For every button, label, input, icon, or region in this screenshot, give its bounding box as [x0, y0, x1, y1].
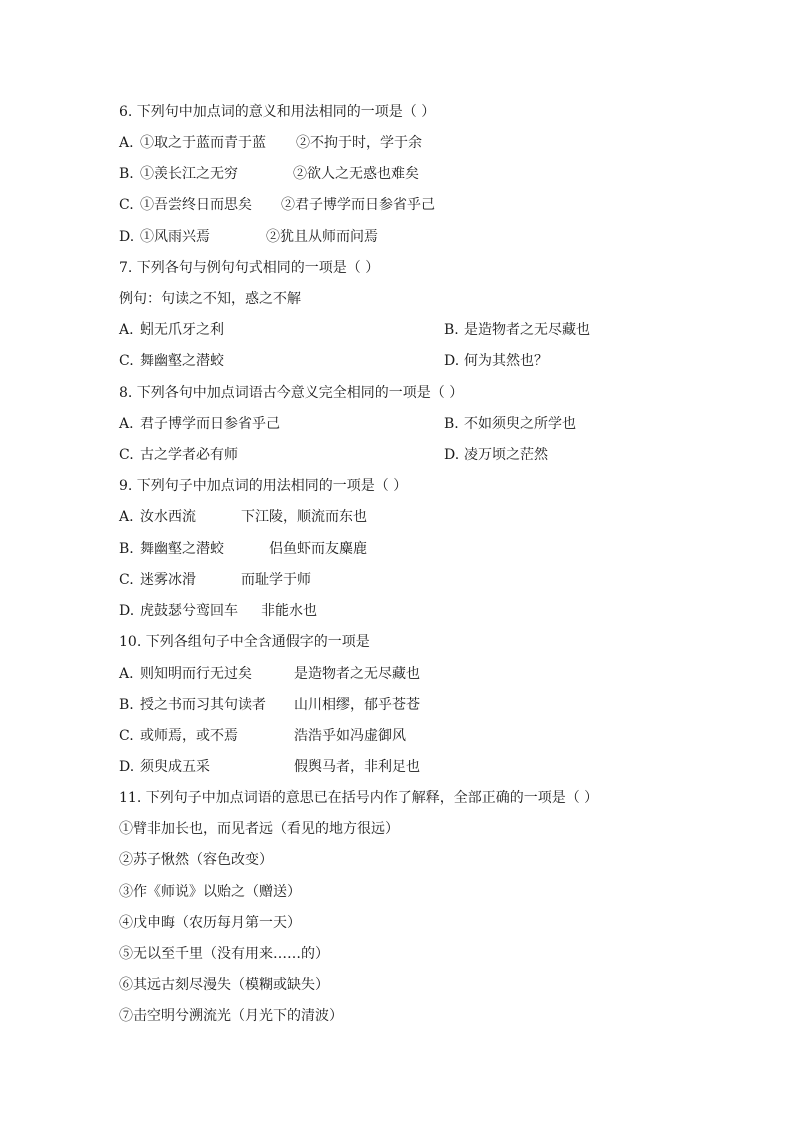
option-label: A. [119, 135, 134, 151]
option-text: 是造物者之无尽藏也 [464, 322, 590, 338]
q7-stem: 7. 下列各句与例句句式相同的一项是（ ） [119, 260, 380, 276]
option-text-left: 须臾成五采 [140, 759, 210, 775]
option-label: C. [119, 197, 134, 213]
option-text: 凌万顷之茫然 [464, 447, 548, 463]
option-text-right: 山川相缪，郁乎苍苍 [294, 697, 420, 713]
option-text: 君子博学而日参省乎己 [140, 416, 280, 432]
q11-item: ⑤无以至千里（没有用来……的） [119, 946, 329, 962]
option-label: B. [444, 416, 459, 432]
option-text-right: ②君子博学而日参省乎己 [281, 197, 435, 213]
option-text-left: 则知明而行无过矣 [140, 666, 252, 682]
option-label: A. [119, 416, 134, 432]
option-label: B. [119, 541, 134, 557]
option-text: 蚓无爪牙之利 [140, 322, 224, 338]
option-text: 舞幽壑之潜蛟 [140, 353, 224, 369]
option-text-left: 或师焉，或不焉 [140, 728, 238, 744]
q6-stem: 6. 下列句中加点词的意义和用法相同的一项是（ ） [119, 104, 436, 120]
option-text-right: 假舆马者，非利足也 [294, 759, 420, 775]
option-label: D. [444, 353, 460, 369]
option-text-left: 虎鼓瑟兮鸾回车 [140, 603, 238, 619]
option-label: A. [119, 322, 134, 338]
option-label: A. [119, 509, 134, 525]
q11-item: ①臂非加长也，而见者远（看见的地方很远） [119, 821, 399, 837]
option-label: C. [119, 353, 134, 369]
q7-example: 例句：句读之不知，惑之不解 [119, 291, 301, 307]
q11-item: ⑦击空明兮溯流光（月光下的清波） [119, 1008, 343, 1024]
option-text-right: ②犹且从师而问焉 [266, 229, 378, 245]
q10-stem: 10. 下列各组句子中全含通假字的一项是 [119, 634, 370, 650]
option-label: C. [119, 728, 134, 744]
option-label: D. [444, 447, 460, 463]
option-text-right: 而耻学于师 [241, 572, 311, 588]
option-text-right: ②不拘于时，学于余 [296, 135, 422, 151]
option-text-left: 舞幽壑之潜蛟 [140, 541, 224, 557]
option-text-right: 侣鱼虾而友麋鹿 [269, 541, 367, 557]
option-text-left: 迷雾冰滑 [140, 572, 196, 588]
q11-item: ②苏子愀然（容色改变） [119, 852, 273, 868]
option-text-right: 非能水也 [261, 603, 317, 619]
q11-stem: 11. 下列句子中加点词语的意思已在括号内作了解释，全部正确的一项是（ ） [119, 790, 599, 806]
option-text-left: ①羡长江之无穷 [140, 166, 238, 182]
option-text-right: 浩浩乎如冯虚御风 [294, 728, 406, 744]
q11-item: ③作《师说》以贻之（赠送） [119, 884, 301, 900]
option-label: C. [119, 447, 134, 463]
option-text-right: 是造物者之无尽藏也 [294, 666, 420, 682]
option-label: D. [119, 603, 135, 619]
option-label: A. [119, 666, 134, 682]
option-text-left: 授之书而习其句读者 [140, 697, 266, 713]
q9-stem: 9. 下列句子中加点词的用法相同的一项是（ ） [119, 478, 408, 494]
option-label: B. [119, 697, 134, 713]
option-label: B. [119, 166, 134, 182]
option-text: 何为其然也？ [464, 353, 548, 369]
option-text-left: ①风雨兴焉 [140, 229, 210, 245]
option-label: C. [119, 572, 134, 588]
q8-stem: 8. 下列各句中加点词语古今意义完全相同的一项是（ ） [119, 385, 464, 401]
option-text: 古之学者必有师 [140, 447, 238, 463]
q11-item: ⑥其远古刻尽漫失（模糊或缺失） [119, 977, 329, 993]
option-label: B. [444, 322, 459, 338]
option-text-right: ②欲人之无惑也难矣 [293, 166, 419, 182]
option-text-right: 下江陵，顺流而东也 [241, 509, 367, 525]
option-label: D. [119, 759, 135, 775]
option-text-left: ①吾尝终日而思矣 [140, 197, 252, 213]
option-text-left: 汝水西流 [140, 509, 196, 525]
option-text-left: ①取之于蓝而青于蓝 [140, 135, 266, 151]
q11-item: ④戊申晦（农历每月第一天） [119, 915, 301, 931]
option-label: D. [119, 229, 135, 245]
option-text: 不如须臾之所学也 [464, 416, 576, 432]
